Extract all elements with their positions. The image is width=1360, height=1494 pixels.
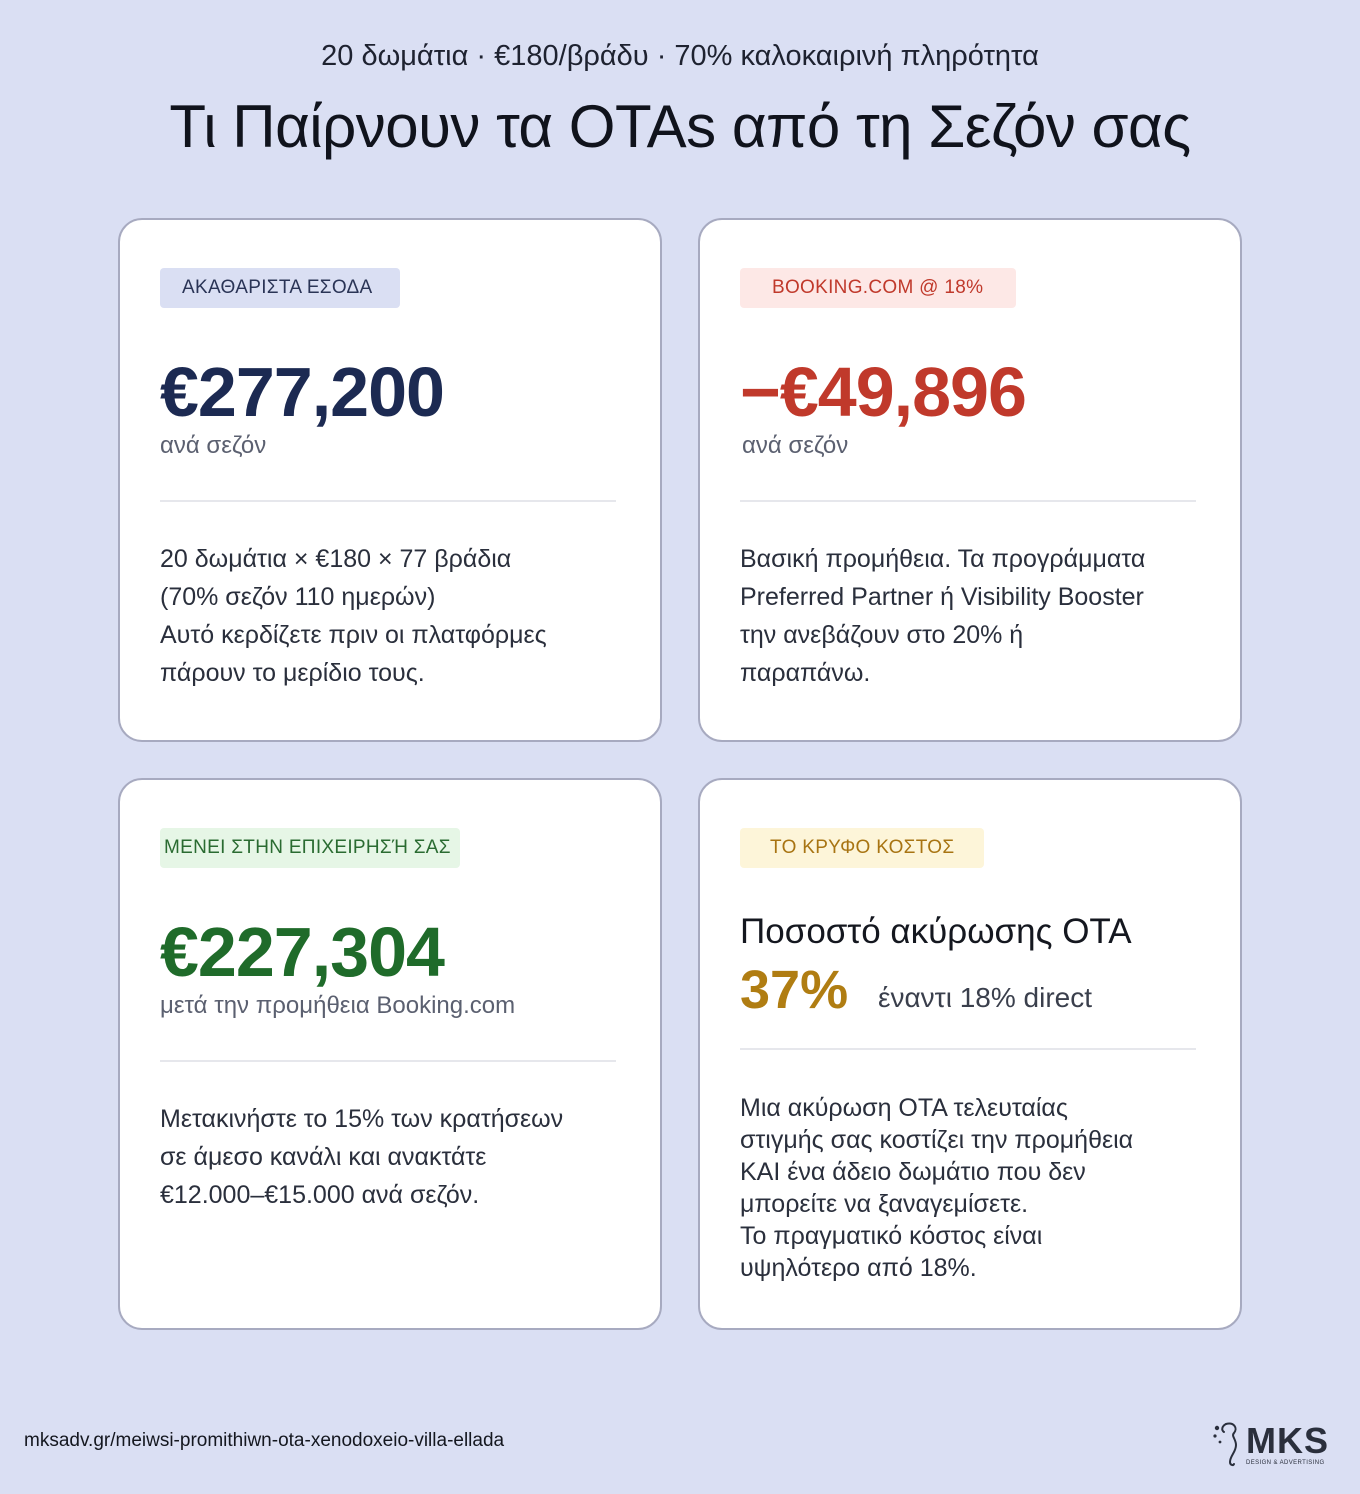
seahorse-icon [1212,1420,1244,1468]
cancellation-rate-heading: Ποσοστό ακύρωσης OTA [740,912,1132,951]
divider [160,1060,616,1062]
net-revenue-body: Μετακινήστε το 15% των κρατήσεων σε άμεσο κανάλι και ανακτάτε €12.000–€15.000 ανά σεζόν. [160,1105,564,1209]
divider [740,1048,1196,1050]
booking-commission-amount: −€49,896 [740,353,1026,431]
gross-revenue-caption: ανά σεζόν [160,432,267,459]
net-revenue-amount: €227,304 [160,913,444,991]
source-url: mksadv.gr/meiwsi-promithiwn-ota-xenodoxeio-villa-ellada [24,1430,505,1451]
booking-commission-caption: ανά σεζόν [742,432,849,459]
divider [740,500,1196,502]
gross-revenue-card [118,218,662,742]
hidden-cost-card [698,778,1242,1330]
brand-logo [1212,1418,1340,1472]
page-title: Τι Παίρνουν τα OTAs από τη Σεζόν σας [169,93,1191,160]
brand-tagline: DESIGN & ADVERTISING [1246,1460,1325,1466]
cancellation-rate-comparison: έναντι 18% direct [878,982,1093,1013]
hidden-cost-body: Μια ακύρωση OTA τελευταίας στιγμής σας κοστίζει την προμήθεια ΚΑΙ ένα άδειο δωμάτιο που δεν μπορείτε να ξαναγεμίσετε. Το πραγματικό κόστος είναι υψηλότερο από 18%. [740,1094,1134,1282]
gross-revenue-amount: €277,200 [160,353,444,431]
booking-commission-card [698,218,1242,742]
hidden-cost-tag: ΤΟ ΚΡΥΦΟ ΚΟΣΤΟΣ [740,828,984,868]
page-subtitle: 20 δωμάτια · €180/βράδυ · 70% καλοκαιρινή πληρότητα [321,40,1039,72]
net-revenue-caption: μετά την προμήθεια Booking.com [160,992,516,1019]
divider [160,500,616,502]
booking-commission-body: Βασική προμήθεια. Τα προγράμματα Preferred Partner ή Visibility Booster την ανεβάζουν στο 20% ή παραπάνω. [740,545,1146,687]
gross-revenue-body: 20 δωμάτια × €180 × 77 βράδια (70% σεζόν 110 ημερών) Αυτό κερδίζετε πριν οι πλατφόρμες πάρουν το μερίδιο τους. [160,545,547,687]
net-revenue-card [118,778,662,1330]
booking-commission-tag: BOOKING.COM @ 18% [740,268,1016,308]
brand-name: MKS [1246,1420,1329,1461]
net-revenue-tag: ΜΕΝΕΙ ΣΤΗΝ ΕΠΙΧΕΙΡΗΣΉ ΣΑΣ [160,828,460,868]
gross-revenue-tag: ΑΚΑΘΑΡΙΣΤΑ ΕΣΟΔΑ [160,268,400,308]
cancellation-rate-percent: 37% [740,960,849,1020]
